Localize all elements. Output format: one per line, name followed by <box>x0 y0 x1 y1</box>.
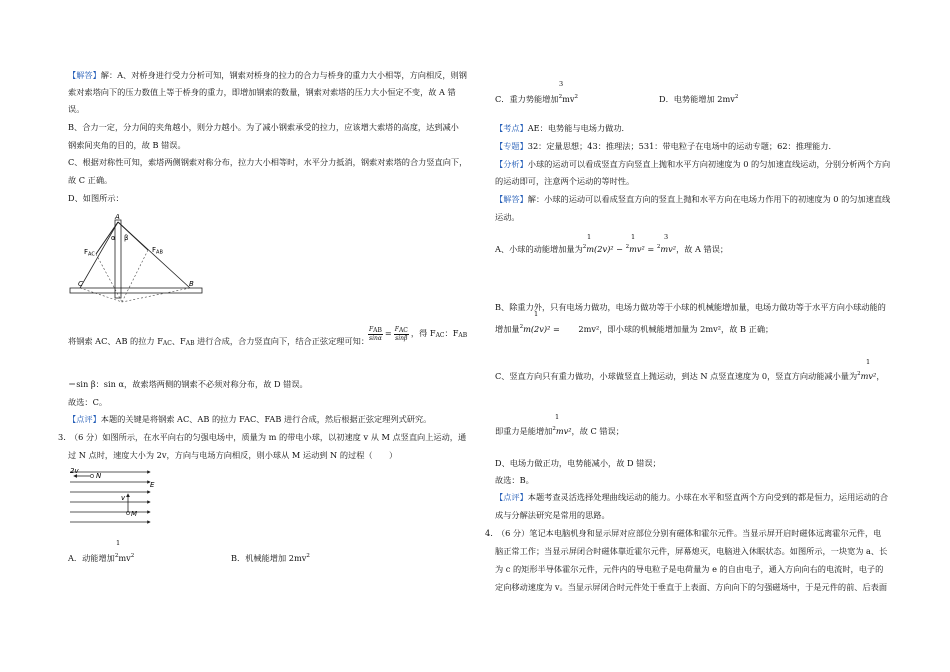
label-m: M <box>131 510 138 518</box>
answer-line-1: 【解答】解：A、对桥身进行受力分析可知，钢索对桥身的拉力的合力与桥身的重力大小相等，方向相反，则钢 <box>68 70 467 80</box>
choose-b: 故选：B。 <box>495 475 534 485</box>
choose-c: 故选：C。 <box>68 397 108 407</box>
dashed-4 <box>122 250 148 302</box>
frac-a-num-2: 1 <box>631 233 636 241</box>
answer-line-6: C、根据对称性可知，索塔两侧钢索对称分布，拉力大小相等时，水平分力抵消，钢索对索塔的合力竖直向下， <box>68 157 468 167</box>
answer-line-5: 钢索间夹角的目的，故 B 错误。 <box>68 140 186 150</box>
question-4-line-2: 脑正常工作；当显示屏闭合时磁体靠近霍尔元件，屏幕熄灭，电脑进入休眠状态。如图所示，一块宽为 a、长 <box>495 546 888 556</box>
solution-b-line-2: 增加量$^2$m(2v)² = 2mv²，即小球的机械能增加量为 2mv²，故 B 正确； <box>495 324 774 334</box>
label-v: v <box>121 494 126 502</box>
kaodian-line: 【考点】AE：电势能与电场力做功． <box>495 123 630 133</box>
question-3-line-1: 3. （6 分）如图所示，在水平向右的匀强电场中，质量为 m 的带电小球，以初速度 v 从 M 点竖直向上运动，通 <box>58 432 467 442</box>
comment-tag: 【点评】 <box>68 414 101 424</box>
frac-c2-num: 1 <box>555 413 560 421</box>
label-n: N <box>96 472 102 480</box>
fraction-fab-sina: $\frac{\text{FAB}}{\sin\alpha}$ <box>369 326 382 342</box>
question-3-line-2: 过 N 点时，速度大小为 2v，方向与电场方向相反，则小球从 M 运动到 N 的过程（ ） <box>68 450 398 460</box>
solution-line-1: 【解答】解：小球的运动可以看成竖直方向的竖直上抛和水平方向在电场力作用下的初速度为 0 的匀加速直线 <box>495 194 891 204</box>
analysis-line-2: 的运动即可，注意两个运动的等时性。 <box>495 176 635 186</box>
analysis-tag: 【分析】 <box>495 159 528 169</box>
option-a[interactable]: A．动能增加$^2mv^2$ <box>68 553 135 563</box>
zhuanti-tag: 【专题】 <box>495 141 528 151</box>
answer-line-8: D、如图所示： <box>68 193 124 203</box>
solution-b-line-1: B、除重力外，只有电场力做功，电场力做功等于小球的机械能增加量，电场力做功等于水平方向小球动能的 <box>495 302 886 312</box>
answer-line-2: 索对索塔向下的压力数值上等于桥身的重力，即增加钢索的数量，钢索对索塔的压力大小恒定不变，故 A 错 <box>68 87 456 97</box>
label-a: A <box>115 213 120 221</box>
comment-line: 【点评】本题的关键是将钢索 AC、AB 的拉力 FAC、FAB 进行合成，然后根据正弦定理列式研究。 <box>68 414 432 424</box>
tower <box>115 220 121 298</box>
kaodian-tag: 【考点】 <box>495 123 528 133</box>
solution-line-2: 运动。 <box>495 212 520 222</box>
frac-c-num: 1 <box>866 358 871 366</box>
question-4-line-3: 为 c 的矩形半导体霍尔元件，元件内的导电粒子是电荷量为 e 的自由电子，通入方向向右的电流时，电子的 <box>495 564 884 574</box>
question-4-line-1: 4. （6 分）笔记本电脑机身和显示屏对应部位分别有磁体和霍尔元件。当显示屏开启时磁体远离霍尔元件，电 <box>485 528 882 538</box>
option-c-num: 3 <box>559 80 564 88</box>
solution-tag: 【解答】 <box>495 194 528 204</box>
label-fac: $F_{AC}$ <box>84 248 95 258</box>
option-d[interactable]: D．电势能增加 $2mv^2$ <box>659 94 739 104</box>
force-diagram <box>68 212 208 312</box>
label-beta: β <box>124 234 129 242</box>
zhuanti-line: 【专题】32：定量思想；43：推理法；531：带电粒子在电场中的运动专题；62：推理能力． <box>495 141 837 151</box>
label-alpha: α <box>111 234 116 242</box>
sine-rule-equation: $\frac{\text{FAB}}{\sin\alpha}$ = $\frac{\text{FAC}}{\sin\beta}$ ，得 FAC：FAB <box>369 326 468 342</box>
question-4-line-4: 定向移动速度为 v。当显示屏闭合时元件处于垂直于上表面、方向向下的匀强磁场中，于是元件的前、后表面 <box>495 582 888 592</box>
analysis-line-1: 【分析】小球的运动可以看成竖直方向竖直上抛和水平方向初速度为 0 的匀加速直线运动，分别分析两个方向 <box>495 159 891 169</box>
answer-line-4: B、合力一定，分力间的夹角越小，则分力越小。为了减小钢索承受的拉力，应该增大索塔的高度，达到减小 <box>68 122 459 132</box>
force-fab-arrow <box>118 222 148 250</box>
synthesis-line: 将钢索 AC、AB 的拉力 FAC、FAB 进行合成，合力竖直向下，结合正弦定理可知： <box>68 336 370 347</box>
label-2v: 2v <box>70 467 79 475</box>
label-b: B <box>189 280 194 288</box>
solution-d-line: D、电场力做正功，电势能减小，故 D 错误； <box>495 458 661 468</box>
option-b[interactable]: B．机械能增加 $2mv^2$ <box>231 553 310 563</box>
comment-line-2: 成与分解法研究是常用的思路。 <box>495 510 610 520</box>
electric-field-diagram <box>68 466 158 528</box>
frac-b-num: 1 <box>534 310 539 318</box>
option-a-num: 1 <box>116 539 121 547</box>
fraction-fac-sinb: $\frac{\text{FAC}}{\sin\beta}$ <box>394 326 408 342</box>
comment-tag-right: 【点评】 <box>495 492 528 502</box>
label-fab: $F_{AB}$ <box>152 246 163 256</box>
label-e: E <box>150 481 155 489</box>
dashed-2 <box>122 288 190 302</box>
frac-a-num-1: 1 <box>587 233 592 241</box>
solution-c-line-1: C、竖直方向只有重力做功，小球做竖直上抛运动，到达 N 点竖直速度为 0，竖直方向动能减小量为$^2$mv²， <box>495 371 885 381</box>
ratio-line: ＝sin β：sin α，故索塔两侧的钢索不必须对称分布，故 D 错误。 <box>68 379 308 389</box>
frac-a-num-3: 3 <box>664 233 669 241</box>
solution-a-line: A、小球的动能增加量为$^2$m(2v)² − $^2$mv² = $^2$mv²，故 A 错误； <box>495 244 729 254</box>
bridge-deck <box>70 288 202 293</box>
comment-line-1: 【点评】本题考查灵活选择处理曲线运动的能力。小球在水平和竖直两个方向受到的都是恒力，运用运动的合 <box>495 492 889 502</box>
answer-line-3: 误。 <box>68 104 85 114</box>
label-c: C <box>78 280 83 288</box>
point-n <box>90 474 93 477</box>
answer-line-7: 故 C 正确。 <box>68 175 113 185</box>
solution-c-line-2: 即重力是能增加$^2$mv²，故 C 错误； <box>495 426 624 436</box>
answer-tag: 【解答】 <box>68 70 101 80</box>
option-c[interactable]: C．重力势能增加$^2mv^2$ <box>495 94 578 104</box>
